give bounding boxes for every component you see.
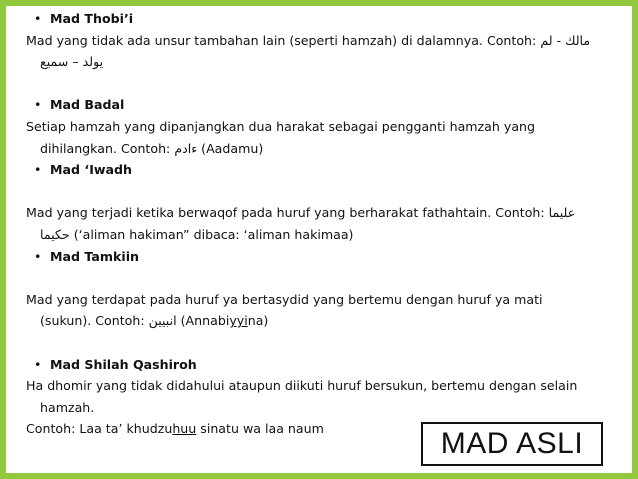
section-text [26,116,622,138]
mad-shilah-description: Ha dhomir yang tidak didahului ataupun diikuti huruf bersukun, bertemu dengan selain [26,378,578,394]
bullet: • [34,97,42,113]
mad-shilah-example [26,421,324,436]
bullet: • [34,356,42,372]
mad-shilah-description-2: hamzah. [40,399,95,415]
section-heading [26,159,622,181]
mad-badal-example-latin: (Aadamu) [201,140,264,156]
heading-mad-tamkiin: Mad Tamkiin [50,248,139,264]
section-heading [26,94,622,116]
heading-mad-badal: Mad Badal [50,97,125,113]
left-border [0,0,6,479]
right-border [632,0,638,479]
latin-part: na) [247,313,269,329]
mad-thobii-description: Mad yang tidak ada unsur tambahan lain (seperti hamzah) di dalamnya. Contoh: [26,32,537,48]
section-text [26,138,622,160]
top-border [0,0,638,6]
bullet: • [34,11,42,26]
latin-part: (Annabi [180,313,230,329]
section-heading [26,354,622,376]
slide-content [26,8,622,440]
heading-mad-iwadh: Mad ‘Iwadh [50,162,133,178]
mad-badal-description: Setiap hamzah yang dipanjangkan dua harakat sebagai pengganti hamzah yang [26,118,536,134]
bottom-border [0,473,638,479]
mad-tamkiin-description-2: (sukun). Contoh: [40,313,145,329]
section-text [26,30,622,52]
mad-thobii-example-arabic-2: يولد – سميع [40,54,104,70]
section-heading [26,8,622,30]
mad-iwadh-example-latin: (‘aliman hakiman” dibaca: ‘aliman hakimaa) [73,226,354,242]
section-text [26,310,622,332]
example-part: sinatu wa laa naum [196,421,324,437]
mad-badal-example-arabic: ءادم [174,140,198,156]
section-heading [26,246,622,268]
section-text [26,224,622,246]
section-text [26,289,622,311]
example-part: Contoh: Laa ta’ khudzu [26,421,173,437]
mad-badal-description-2: dihilangkan. Contoh: [40,140,171,156]
section-text [26,375,622,397]
bullet: • [34,248,42,264]
heading-mad-shilah-qashiroh: Mad Shilah Qashiroh [50,356,197,372]
mad-iwadh-example-arabic: عليما [548,205,576,221]
section-text [26,397,622,419]
mad-thobii-example-arabic: مالك - لم [540,32,591,48]
mad-tamkiin-description: Mad yang terdapat pada huruf ya bertasydid yang bertemu dengan huruf ya mati [26,291,543,307]
bullet: • [34,162,42,178]
mad-iwadh-example-arabic-2: حكيما [40,226,70,242]
section-text [26,51,622,73]
mad-tamkiin-example-arabic: انبيين [148,313,177,329]
example-underlined: huu [172,421,197,437]
mad-asli-label: MAD ASLI [421,422,603,466]
mad-iwadh-description: Mad yang terjadi ketika berwaqof pada huruf yang berharakat fathahtain. Contoh: [26,205,545,221]
section-text [26,202,622,224]
heading-mad-thobii: Mad Thobi’i [50,11,134,26]
mad-tamkiin-example-latin [181,313,269,328]
latin-underlined: yyi [229,313,248,329]
